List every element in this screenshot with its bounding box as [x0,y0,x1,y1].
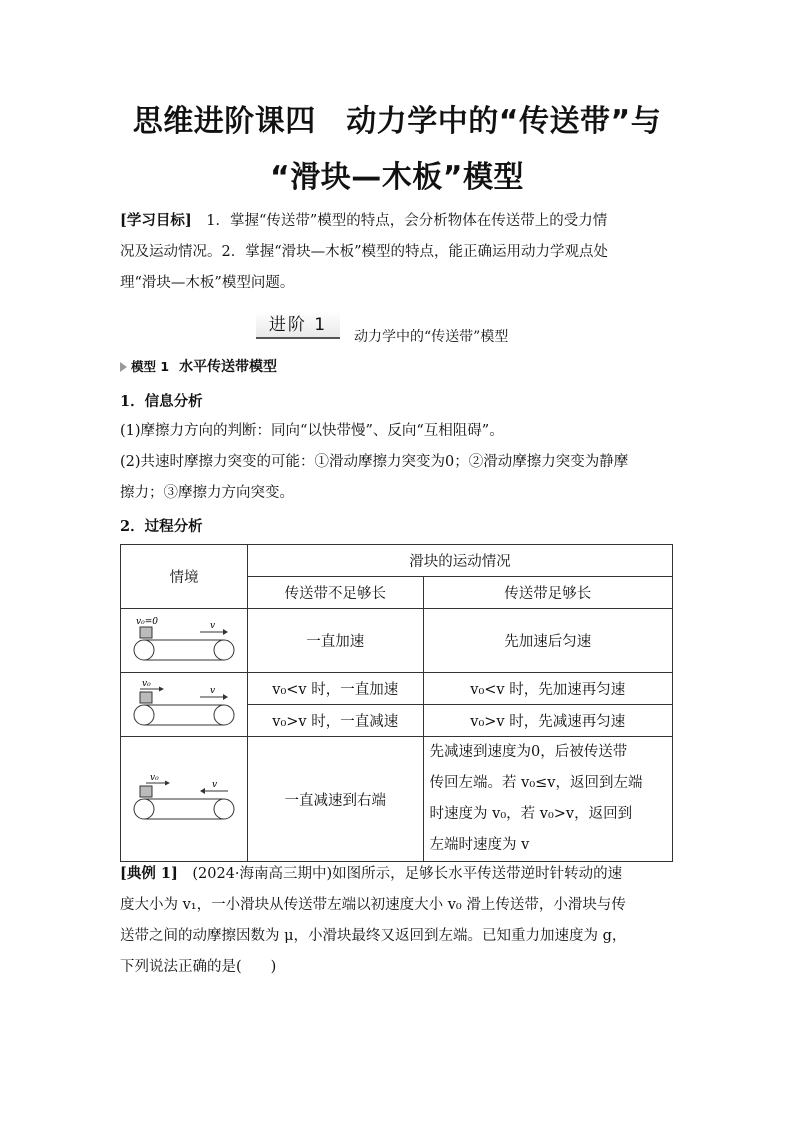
row3-long-line-2: 传回左端。若 v₀≤v，返回到左端 [429,775,643,791]
row2a-long: v₀<v 时，先加速再匀速 [423,673,672,705]
example-1 [120,858,676,983]
row2b-short: v₀>v 时，一直减速 [247,705,423,737]
triangle-marker-icon [120,362,127,372]
pulley-left [134,640,154,660]
fig1-v-label: v [209,620,216,631]
section-2-heading: 2．过程分析 [120,518,203,535]
scene-figure-1 [121,609,248,673]
pulley-left [134,705,154,725]
example-line-4: 下列说法正确的是( ) [120,959,277,975]
example-line-1: [典例 1] (2024·海南高三期中)如图所示，足够长水平传送带逆时针转动的速 [120,865,623,882]
fig1-v0-label: v₀=0 [135,616,158,627]
block [140,786,152,797]
row3-long-line-3: 时速度为 v₀，若 v₀>v，返回到 [429,806,633,822]
model-name: 水平传送带模型 [179,359,278,375]
header-short-belt: 传送带不足够长 [247,577,423,609]
fig3-v0-label: v₀ [149,773,159,783]
objectives-line-2: 况及运动情况。2．掌握“滑块—木板”模型的特点，能正确运用动力学观点处 [120,244,609,260]
pulley-right [214,799,234,819]
row3-long [423,737,672,862]
arrow-head-icon [165,781,170,786]
header-long-belt: 传送带足够长 [423,577,672,609]
section-1-heading: 1．信息分析 [120,393,203,410]
pulley-left [134,799,154,819]
objectives-tag: [学习目标] [120,212,192,229]
header-scene: 情境 [121,545,248,609]
objectives-line-1: [学习目标] 1．掌握“传送带”模型的特点，会分析物体在传送带上的受力情 [120,212,608,229]
objectives-line-3: 理“滑块—木板”模型问题。 [120,275,295,291]
conveyor-belt-diagram-1 [128,614,240,668]
fig2-v-label: v [209,685,216,696]
arrow-head-left-icon [200,788,205,794]
header-motion: 滑块的运动情况 [247,545,672,577]
page-title-line-1: 思维进阶课四 动力学中的“传送带”与 [132,104,662,139]
block [140,627,152,638]
section-1-body [120,416,676,509]
row3-long-line-1: 先减速到速度为0，后被传送带 [429,744,628,760]
row3-long-line-4: 左端时速度为 v [429,837,530,853]
fig3-v-label: v [211,780,218,790]
arrow-head-icon [223,629,228,635]
learning-objectives [120,205,676,299]
row3-short: 一直减速到右端 [247,737,423,862]
block [140,692,152,703]
level-badge: 进阶 1 [256,311,340,339]
model-tag: 模型 1 [131,359,170,374]
page-title-line-2: “滑块—木板”模型 [270,160,524,195]
example-line-2: 度大小为 v₁，一小滑块从传送带左端以初速度大小 v₀ 滑上传送带，小滑块与传 [120,897,626,913]
scene-figure-2 [121,673,248,737]
level-title: 动力学中的“传送带”模型 [354,329,509,345]
model-heading [120,356,277,376]
pulley-right [214,640,234,660]
row2a-short: v₀<v 时，一直加速 [247,673,423,705]
conveyor-belt-diagram-2 [128,677,240,733]
scene-figure-3 [121,737,248,862]
arrow-head-icon [159,686,164,691]
conveyor-belt-diagram-3 [128,771,240,827]
section-1-p2-line-2: 擦力；③摩擦力方向突变。 [120,485,294,501]
row1-short: 一直加速 [247,609,423,673]
fig2-v0-label: v₀ [141,678,151,689]
example-line-3: 送带之间的动摩擦因数为 μ，小滑块最终又返回到左端。已知重力加速度为 g， [120,928,627,944]
section-1-p2-line-1: (2)共速时摩擦力突变的可能：①滑动摩擦力突变为0；②滑动摩擦力突变为静摩 [120,454,629,470]
section-1-p1: (1)摩擦力方向的判断：同向“以快带慢”、反向“互相阻碍”。 [120,423,504,439]
example-tag: [典例 1] [120,865,178,882]
arrow-head-icon [223,694,228,700]
row2b-long: v₀>v 时，先减速再匀速 [423,705,672,737]
row1-long: 先加速后匀速 [423,609,672,673]
process-table [120,544,673,862]
pulley-right [214,705,234,725]
